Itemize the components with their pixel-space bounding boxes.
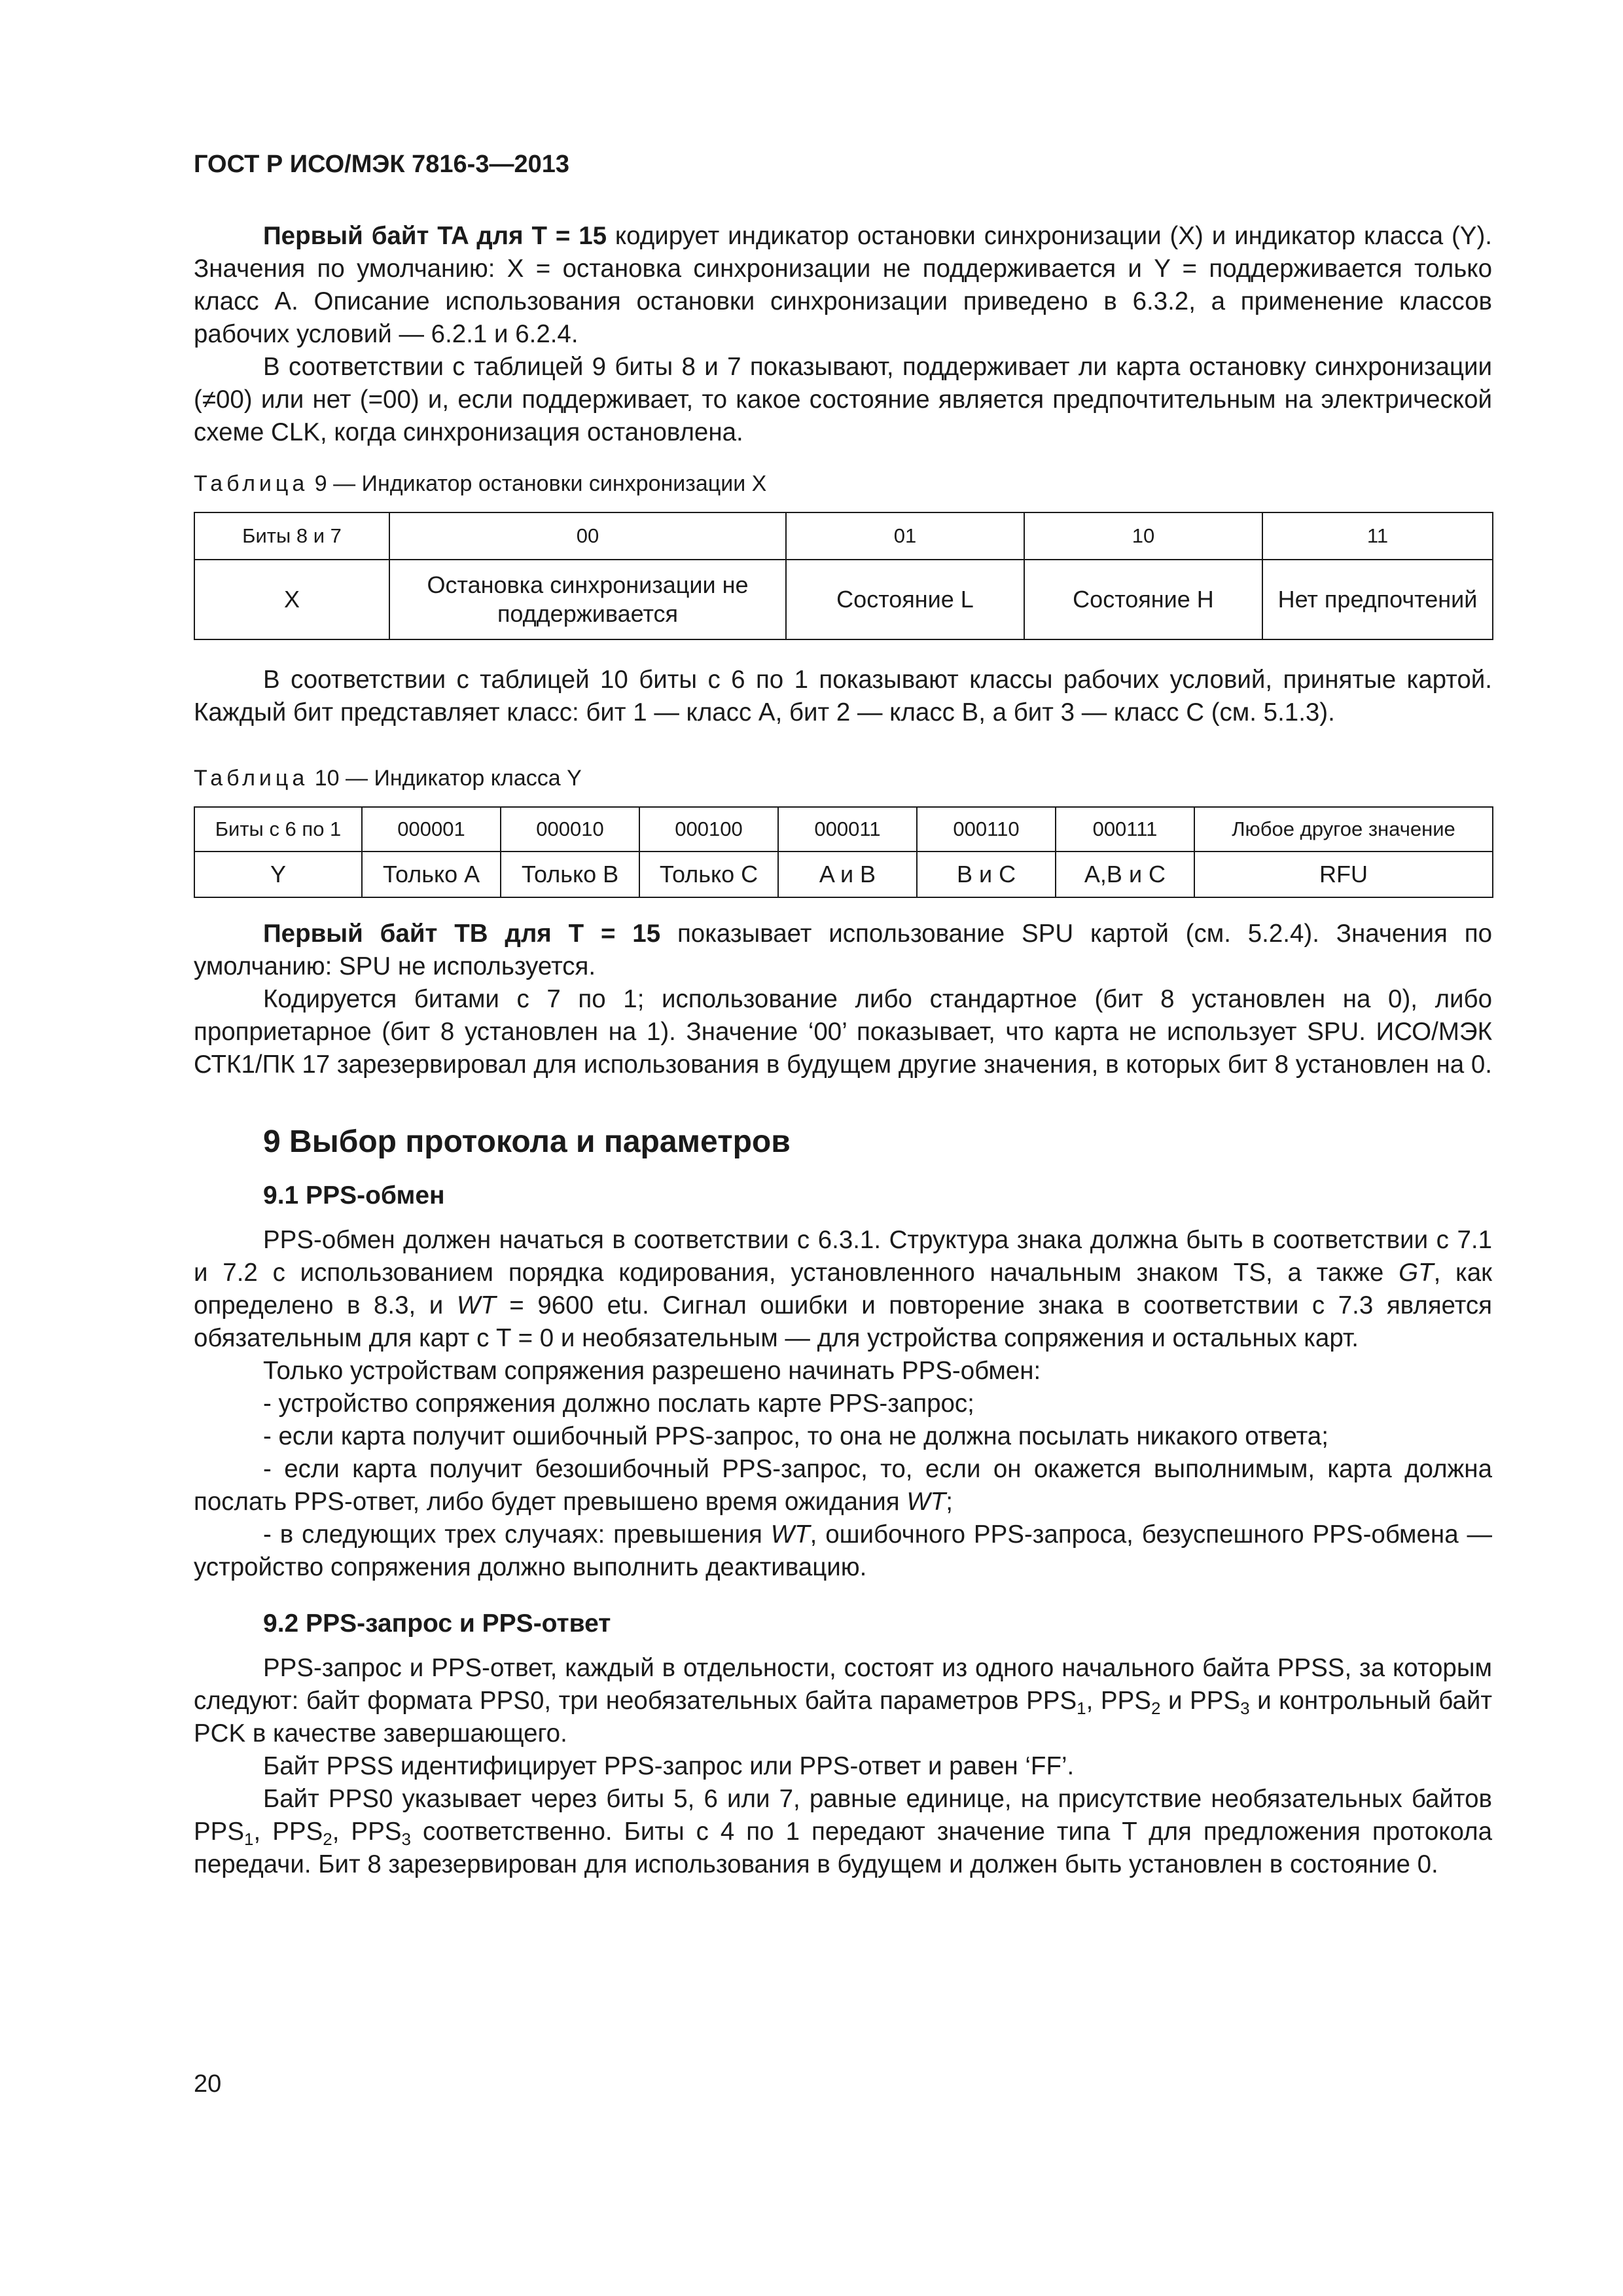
table10-row: [194, 852, 1493, 897]
gt-symbol: GT: [1399, 1259, 1434, 1287]
text-run: - в следующих трех случаях: превышения: [263, 1520, 771, 1549]
wt-symbol: WT: [456, 1291, 496, 1319]
document-page: [194, 148, 1492, 1881]
table9-header-cell: Биты 8 и 7: [194, 512, 389, 560]
text-run: соответственно. Биты с 4 по 1 передают значение типа T для предложения протокола передачи. Бит 8 зарезервирован для использования в будущем и должен быть установлен в состояние 0.: [194, 1818, 1493, 1878]
paragraph-tb-bold: Первый байт TB для T = 15: [263, 920, 661, 948]
section-9-2-heading: 9.2 PPS-запрос и PPS-ответ: [263, 1609, 611, 1638]
list-item: [194, 1453, 1492, 1518]
text-run: - если карта получит безошибочный PPS-запрос, то, если он окажется выполнимым, карта должна послать PPS-ответ, либо будет превышено время ожидания: [194, 1455, 1492, 1516]
table9-cell: Остановка синхронизации не поддерживается: [389, 560, 786, 639]
table10-header-cell: Любое другое значение: [1194, 807, 1493, 852]
paragraph-tb: [194, 918, 1492, 983]
text-run: ;: [946, 1488, 953, 1516]
table10-header-cell: Биты с 6 по 1: [194, 807, 362, 852]
subscript: 2: [1150, 1698, 1161, 1718]
table9-cell: Состояние H: [1024, 560, 1262, 639]
table10-cell: Только B: [501, 852, 639, 897]
paragraph-interface-only: Только устройствам сопряжения разрешено начинать PPS-обмен:: [263, 1357, 1041, 1385]
subscript: 3: [1240, 1698, 1250, 1718]
table10-header-cell: 000011: [778, 807, 917, 852]
table9-cell: X: [194, 560, 389, 639]
paragraph-ta-bold: Первый байт TA для T = 15: [263, 222, 607, 250]
paragraph-pps-structure: [194, 1652, 1492, 1750]
paragraph-tb-text: показывает использование SPU картой (см. 5.2.4). Значения по умолчанию: SPU не используется.: [194, 920, 1493, 980]
subscript: 1: [1077, 1698, 1086, 1718]
table10-cell: Только A: [362, 852, 501, 897]
table9-caption: [194, 467, 1492, 500]
text-run: , ошибочного PPS-запроса, безуспешного PPS-обмена — устройство сопряжения должно выполнить деактивацию.: [194, 1520, 1493, 1581]
subscript: 1: [244, 1829, 254, 1849]
text-run: PPS-обмен должен начаться в соответствии с 6.3.1. Структура знака должна быть в соответствии с 7.1 и 7.2 с использованием порядка кодирования, установленного начальным знаком TS, а также: [194, 1226, 1492, 1287]
table9-header-cell: 00: [389, 512, 786, 560]
subscript: 2: [323, 1829, 332, 1849]
table10-cell: A и B: [778, 852, 917, 897]
page-number: 20: [194, 2070, 222, 2098]
table9-header-cell: 10: [1024, 512, 1262, 560]
table10-cell: Только C: [639, 852, 778, 897]
table10-caption-label: Таблица: [194, 766, 309, 791]
document-header: ГОСТ Р ИСО/МЭК 7816-3—2013: [194, 151, 569, 178]
table10-header-row: [194, 807, 1493, 852]
text-run: , PPS: [253, 1818, 323, 1846]
paragraph-ta-text: кодирует индикатор остановки синхронизации (X) и индикатор класса (Y). Значения по умолчанию: X = остановка синхронизации не поддерживается и Y = поддерживается только класс A. Описание использования остановки синхронизации приведено в 6.3.2, а применение классов рабочих условий — 6.2.1 и 6.2.4.: [194, 222, 1492, 348]
paragraph-table10-intro: В соответствии с таблицей 10 биты с 6 по 1 показывают классы рабочих условий, принятые картой. Каждый бит представляет класс: бит 1 — класс A, бит 2 — класс B, а бит 3 — класс C (см. 5.1.3).: [194, 666, 1492, 726]
table10-header-cell: 000111: [1056, 807, 1194, 852]
text-run: , PPS: [1086, 1687, 1151, 1715]
wt-symbol: WT: [770, 1520, 810, 1549]
text-run: PPS-запрос и PPS-ответ, каждый в отдельности, состоят из одного начального байта PPSS, за которым следуют: байт формата PPS0, три необязательных байта параметров PPS: [194, 1654, 1492, 1715]
table10-header-cell: 000010: [501, 807, 639, 852]
table9-row: [194, 560, 1493, 639]
table9-cell: Состояние L: [786, 560, 1024, 639]
paragraph-table9-intro: В соответствии с таблицей 9 биты 8 и 7 показывают, поддерживает ли карта остановку синхронизации (≠00) или нет (=00) и, если поддерживает, то какое состояние является предпочтительным на электрической схеме CLK, когда синхронизация остановлена.: [194, 353, 1492, 446]
table-9: [194, 512, 1493, 640]
paragraph-ppss: Байт PPSS идентифицирует PPS-запрос или PPS-ответ и равен ‘FF’.: [263, 1752, 1075, 1780]
table9-header-cell: 01: [786, 512, 1024, 560]
section-9-1-heading: 9.1 PPS-обмен: [263, 1181, 445, 1210]
table10-header-cell: 000001: [362, 807, 501, 852]
text-run: = 9600 etu. Сигнал ошибки и повторение знака в соответствии с 7.3 является обязательным для карт с T = 0 и необязательным — для устройства сопряжения и остальных карт.: [194, 1291, 1492, 1352]
table10-cell: A,B и C: [1056, 852, 1194, 897]
paragraph-pps-exchange: [194, 1224, 1492, 1355]
subscript: 3: [401, 1829, 411, 1849]
table10-caption: [194, 762, 1492, 795]
list-item: [194, 1518, 1492, 1584]
list-item: - если карта получит ошибочный PPS-запрос, то она не должна посылать никакого ответа;: [263, 1422, 1329, 1450]
paragraph-tb-coding: Кодируется битами с 7 по 1; использование либо стандартное (бит 8 установлен на 0), либо проприетарное (бит 8 установлен на 1). Значение ‘00’ показывает, что карта не использует SPU. ИСО/МЭК СТК1/ПК 17 зарезервировал для использования в будущем другие значения, в которых бит 8 установлен на 0.: [194, 985, 1492, 1079]
table9-cell: Нет предпочтений: [1262, 560, 1493, 639]
text-run: Байт PPS0 указывает через биты 5, 6 или 7, равные единице, на присутствие необязательных байтов PPS: [194, 1785, 1492, 1846]
table9-header-row: [194, 512, 1493, 560]
table10-header-cell: 000110: [917, 807, 1056, 852]
text-run: и контрольный байт PCK в качестве завершающего.: [194, 1687, 1493, 1748]
table10-cell: Y: [194, 852, 362, 897]
section-9-heading: 9 Выбор протокола и параметров: [263, 1124, 791, 1159]
table9-header-cell: 11: [1262, 512, 1493, 560]
table10-header-cell: 000100: [639, 807, 778, 852]
text-run: и PPS: [1160, 1687, 1241, 1715]
table-10: [194, 806, 1493, 898]
table9-caption-label: Таблица: [194, 471, 309, 496]
table9-caption-text: 9 — Индикатор остановки синхронизации X: [308, 471, 767, 496]
wt-symbol: WT: [906, 1488, 946, 1516]
table10-cell: RFU: [1194, 852, 1493, 897]
list-item: - устройство сопряжения должно послать карте PPS-запрос;: [263, 1390, 974, 1418]
paragraph-ta: [194, 220, 1492, 351]
table10-cell: B и C: [917, 852, 1056, 897]
text-run: , как определено в 8.3, и: [194, 1259, 1492, 1319]
text-run: , PPS: [332, 1818, 402, 1846]
table10-caption-text: 10 — Индикатор класса Y: [308, 766, 582, 791]
paragraph-pps0: [194, 1783, 1492, 1881]
